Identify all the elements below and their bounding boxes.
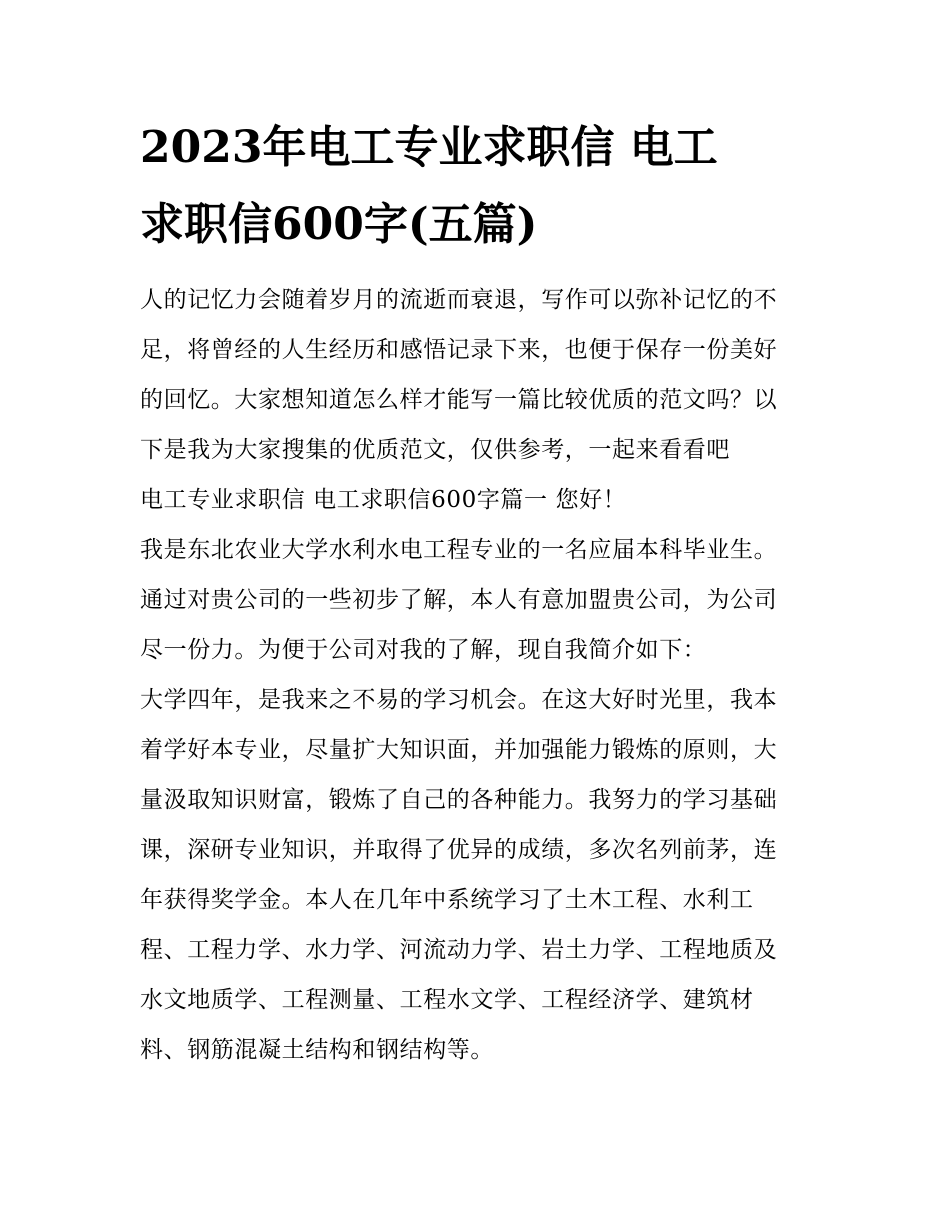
body-line: 通过对贵公司的一些初步了解，本人有意加盟贵公司，为公司 <box>140 587 778 613</box>
body-line: 尽一份力。为便于公司对我的了解，现自我简介如下： <box>140 637 707 663</box>
document-title-line-1: 2023年电工专业求职信 电工 <box>140 122 718 173</box>
body-line: 足，将曾经的人生经历和感悟记录下来，也便于保存一份美好 <box>140 337 778 363</box>
body-line: 程、工程力学、水力学、河流动力学、岩土力学、工程地质及 <box>140 937 778 963</box>
body-line: 课，深研专业知识，并取得了优异的成绩，多次名列前茅，连 <box>140 837 778 863</box>
body-line: 下是我为大家搜集的优质范文，仅供参考，一起来看看吧 <box>140 437 730 463</box>
body-line: 水文地质学、工程测量、工程水文学、工程经济学、建筑材 <box>140 987 754 1013</box>
body-line: 年获得奖学金。本人在几年中系统学习了土木工程、水利工 <box>140 887 754 913</box>
body-line: 着学好本专业，尽量扩大知识面，并加强能力锻炼的原则，大 <box>140 737 778 763</box>
body-line: 量汲取知识财富，锻炼了自己的各种能力。我努力的学习基础 <box>140 787 778 813</box>
body-line: 大学四年，是我来之不易的学习机会。在这大好时光里，我本 <box>140 687 778 713</box>
body-line: 的回忆。大家想知道怎么样才能写一篇比较优质的范文吗？以 <box>140 387 778 413</box>
document-title-line-2: 求职信600字(五篇) <box>140 199 538 250</box>
body-line: 我是东北农业大学水利水电工程专业的一名应届本科毕业生。 <box>140 537 778 563</box>
body-line: 人的记忆力会随着岁月的流逝而衰退，写作可以弥补记忆的不 <box>140 287 778 313</box>
section-heading-line: 电工专业求职信 电工求职信600字篇一 您好！ <box>140 487 627 513</box>
body-line: 料、钢筋混凝土结构和钢结构等。 <box>140 1037 494 1063</box>
